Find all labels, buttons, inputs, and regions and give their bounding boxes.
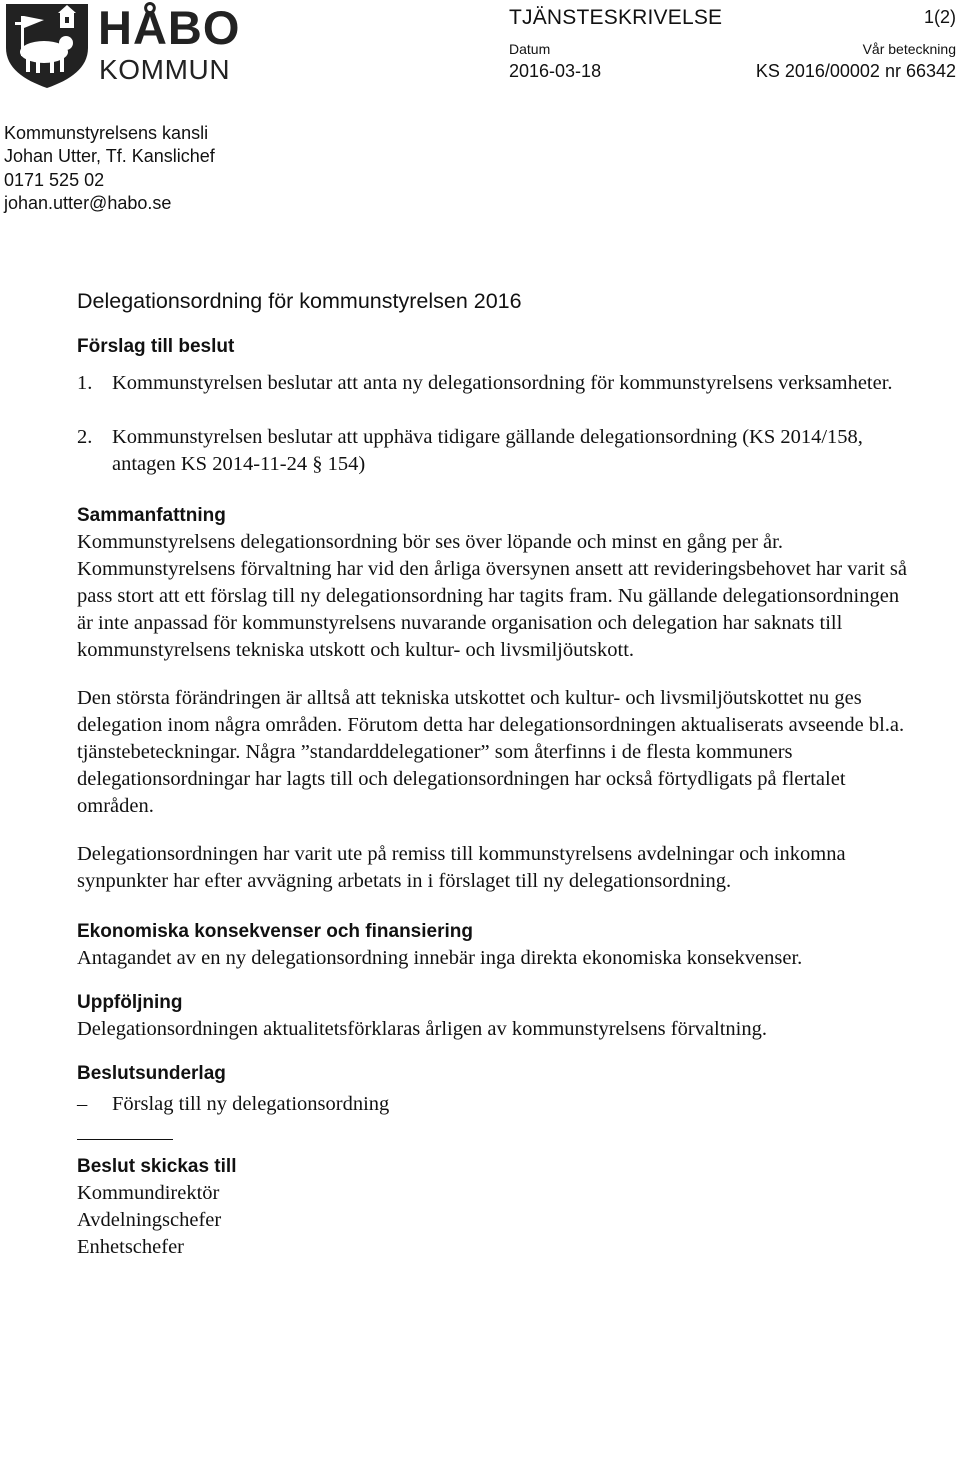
followup-heading: Uppföljning [77, 992, 183, 1014]
sender-block [4, 122, 215, 215]
logo-text-kommun: KOMMUN [99, 54, 231, 85]
habo-kommun-logo [4, 1, 241, 90]
sent-to-heading: Beslut skickas till [77, 1155, 237, 1177]
proposal-item-text: Kommunstyrelsen beslutar att upphäva tidigare gällande delegationsordning (KS 2014/158, antagen KS 2014-11-24 § 154) [112, 426, 863, 476]
proposal-heading: Förslag till beslut [77, 336, 235, 357]
document-title: Delegationsordning för kommunstyrelsen 2016 [77, 289, 522, 313]
proposal-item-text: Kommunstyrelsen beslutar att anta ny delegationsordning för kommunstyrelsens verksamheter. [112, 372, 893, 394]
dash-bullet-icon: – [77, 1093, 88, 1116]
basis-heading: Beslutsunderlag [77, 1063, 226, 1085]
divider [77, 1139, 173, 1140]
sender-phone: 0171 525 02 [4, 169, 105, 190]
basis-item-text: Förslag till ny delegationsordning [112, 1093, 390, 1116]
reference-value: KS 2016/00002 nr 66342 [755, 61, 956, 81]
summary-paragraph: Delegationsordningen har varit ute på remiss till kommunstyrelsens avdelningar och inkomna synpunkter har efter avvägning arbetats in i förslaget till ny delegationsordning. [77, 842, 846, 892]
summary-paragraph: Den största förändringen är alltså att tekniska utskottet och kultur- och livsmiljöutskottet nu ges delegation inom några områden. Förutom detta har delegationsordningen aktualiserats avseende bl.a. tjänstebeteckningar. Några ”standarddelegationer” som återfinns i de flesta kommuners delegationsordningar har lagts till och delegationsordningen har också förtydligats på flertalet områden. [77, 686, 905, 818]
summary-paragraph: Kommunstyrelsens delegationsordning bör ses över löpande och minst en gång per år. Kommunstyrelsens förvaltning har vid den årliga översynen ansett att revideringsbehovet har varit så pass stort att ett förslag till ny delegationsordning har tagits fram. Nu gällande delegationsordningen är inte anpassad för kommunstyrelsens nuvarande organisation och delegation har saknats till kommunstyrelsens tekniska utskott och kultur- och livsmiljöutskott. [77, 530, 908, 662]
basis-list-item [77, 1091, 917, 1118]
proposal-item-number: 1. [77, 372, 93, 394]
recipient: Kommundirektör [77, 1181, 220, 1204]
date-label: Datum [509, 41, 551, 57]
sender-email[interactable]: johan.utter@habo.se [4, 192, 172, 213]
page-number: 1(2) [923, 7, 956, 27]
proposal-item-number: 2. [77, 426, 93, 449]
recipient-list [77, 1180, 917, 1262]
date-value: 2016-03-18 [509, 61, 602, 81]
sender-department: Kommunstyrelsens kansli [4, 123, 209, 143]
summary-heading: Sammanfattning [77, 504, 226, 526]
economics-heading: Ekonomiska konsekvenser och finansiering [77, 921, 473, 943]
followup-text: Delegationsordningen aktualitetsförklaras årligen av kommunstyrelsens förvaltning. [77, 1018, 767, 1041]
logo-text-habo: HÅBO [98, 1, 241, 54]
reference-label: Vår beteckning [862, 41, 956, 57]
sender-name: Johan Utter, Tf. Kanslichef [4, 146, 215, 167]
recipient: Enhetschefer [77, 1236, 184, 1259]
economics-text: Antagandet av en ny delegationsordning innebär inga direkta ekonomiska konsekvenser. [77, 947, 803, 970]
proposal-item [77, 370, 917, 397]
recipient: Avdelningschefer [77, 1208, 222, 1231]
proposal-item [77, 424, 917, 478]
document-body [77, 286, 917, 1261]
document-type: TJÄNSTESKRIVELSE [509, 6, 723, 29]
